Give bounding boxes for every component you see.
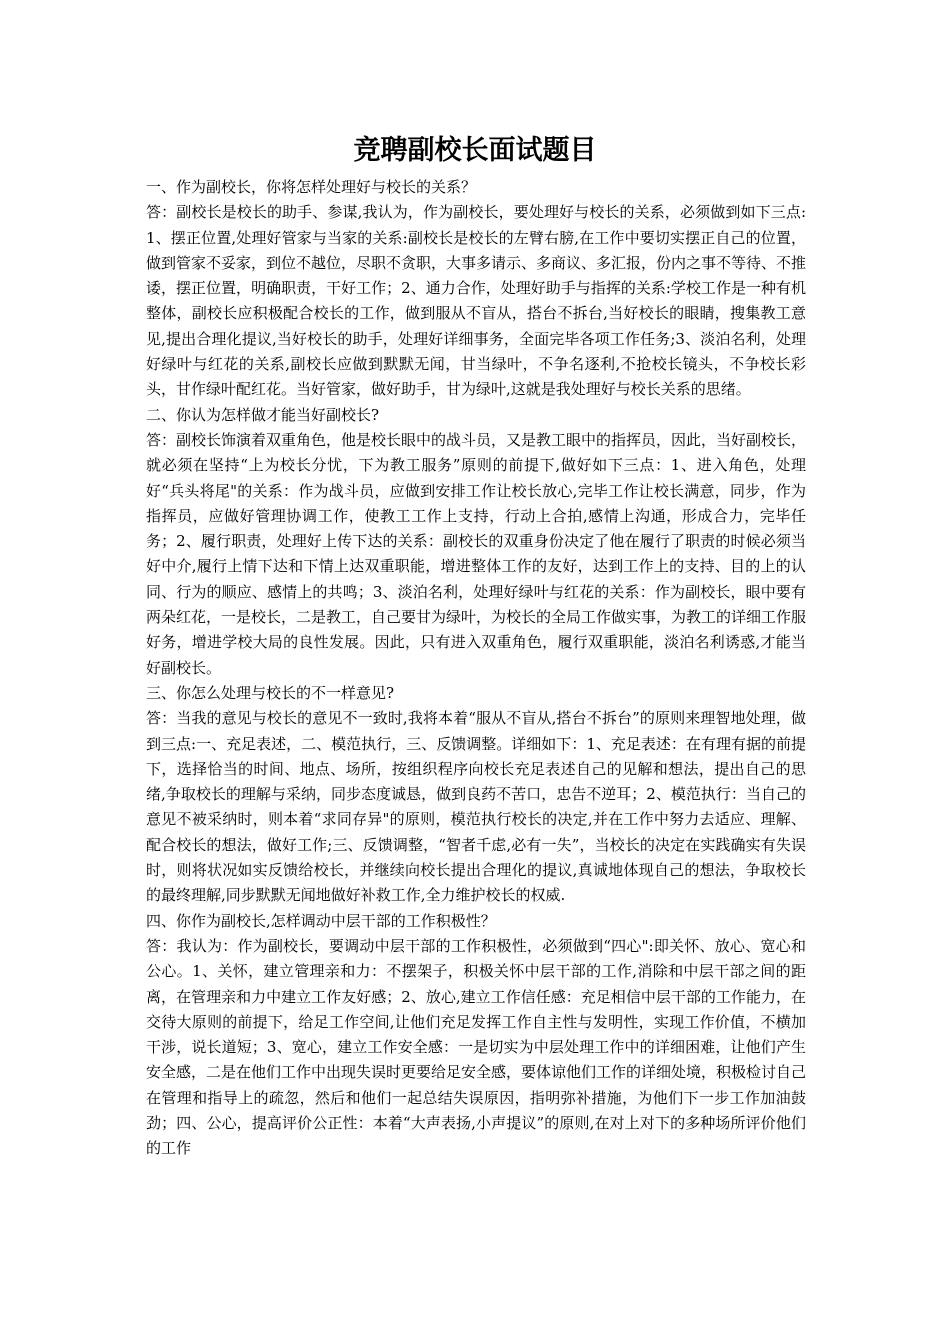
document-body <box>146 175 806 1162</box>
answer-4: 答：我认为：作为副校长，要调动中层干部的工作积极性，必须做到“四心":即关怀、放心、宽心和公心。1、关怀，建立管理亲和力：不摆架子，积极关怀中层干部的工作,消除和中层干部之间的距离，在管理亲和力中建立工作友好感；2、放心,建立工作信任感：充足相信中层干部的工作能力，在交待大原则的前提下，给足工作空间,让他们充足发挥工作自主性与发明性，实现工作价值，不横加干涉，说长道短；3、宽心，建立工作安全感：一是切实为中层处理工作中的详细困难，让他们产生安全感，二是在他们工作中出现失误时更要给足安全感，要体谅他们工作的详细处境，积极检讨自己在管理和指导上的疏忽，然后和他们一起总结失误原因，指明弥补措施，为他们下一步工作加油鼓劲；四、公心，提高评价公正性：本着“大声表扬,小声提议”的原则,在对上对下的多种场所评价他们的工作 <box>146 936 807 1158</box>
answer-2: 答：副校长饰演着双重角色，他是校长眼中的战斗员，又是教工眼中的指挥员，因此，当好副校长，就必须在坚持“上为校长分忧，下为教工服务”原则的前提下,做好如下三点：1、进入角色，处理好“兵头将尾"的关系：作为战斗员，应做到安排工作让校长放心,完毕工作让校长满意，同步，作为指挥员，应做好管理协调工作，使教工工作上支持，行动上合拍,感情上沟通，形成合力，完毕任务；2、履行职责，处理好上传下达的关系：副校长的双重身份决定了他在履行了职责的时候必须当好中介,履行上情下达和下情上达双重职能，增进整体工作的友好，达到工作上的支持、目的上的认同、行为的顺应、感情上的共鸣；3、淡泊名利，处理好绿叶与红花的关系：作为副校长，眼中要有两朵红花，一是校长，二是教工，自己要甘为绿叶，为校长的全局工作做实事，为教工的详细工作服好务，增进学校大局的良性发展。因此，只有进入双重角色，履行双重职能，淡泊名利诱惑,才能当好副校长。 <box>146 430 807 677</box>
answer-3: 答：当我的意见与校长的意见不一致时,我将本着“服从不盲从,搭台不拆台”的原则来理智地处理，做到三点:一、充足表述，二、模范执行，三、反馈调整。详细如下：1、充足表述：在有理有据的前提下，选择恰当的时间、地点、场所，按组织程序向校长充足表述自己的见解和想法，提出自己的思绪,争取校长的理解与采纳，同步态度诚恳，做到良药不苦口，忠告不逆耳；2、模范执行：当自己的意见不被采纳时，则本着“求同存异"的原则，模范执行校长的决定,并在工作中努力去适应、理解、配合校长的想法，做好工作;三、反馈调整，“智者千虑,必有一失”，当校长的决定在实践确实有失误时，则将状况如实反馈给校长，并继续向校长提出合理化的提议,真诚地体现自己的想法，争取校长的最终理解,同步默默无闻地做好补救工作,全力维护校长的权威. <box>146 709 806 905</box>
question-2: 二、你认为怎样做才能当好副校长? <box>146 405 380 424</box>
question-1: 一、作为副校长，你将怎样处理好与校长的关系？ <box>146 178 477 196</box>
question-4: 四、你作为副校长,怎样调动中层干部的工作积极性？ <box>146 911 496 930</box>
document-title: 竞聘副校长面试题目 <box>353 135 597 166</box>
question-3: 三、你怎么处理与校长的不一样意见? <box>146 683 395 702</box>
answer-1: 答：副校长是校长的助手、参谋,我认为，作为副校长，要处理好与校长的关系，必须做到如下三点:1、摆正位置,处理好管家与当家的关系:副校长是校长的左臂右膀,在工作中要切实摆正自己的位置，做到管家不妥家，到位不越位，尽职不贪职，大事多请示、多商议、多汇报，份内之事不等待、不推诿，摆正位置，明确职责，干好工作；2、通力合作，处理好助手与指挥的关系:学校工作是一种有机整体，副校长应积极配合校长的工作，做到服从不盲从，搭台不拆台,当好校长的眼睛，搜集教工意见,提出合理化提议,当好校长的助手，处理好详细事务，全面完毕各项工作任务;3、淡泊名利，处理好绿叶与红花的关系,副校长应做到默默无闻，甘当绿叶，不争名逐利,不抢校长镜头，不争校长彩头，甘作绿叶配红花。当好管家，做好助手，甘为绿叶,这就是我处理好与校长关系的思绪。 <box>146 203 807 399</box>
